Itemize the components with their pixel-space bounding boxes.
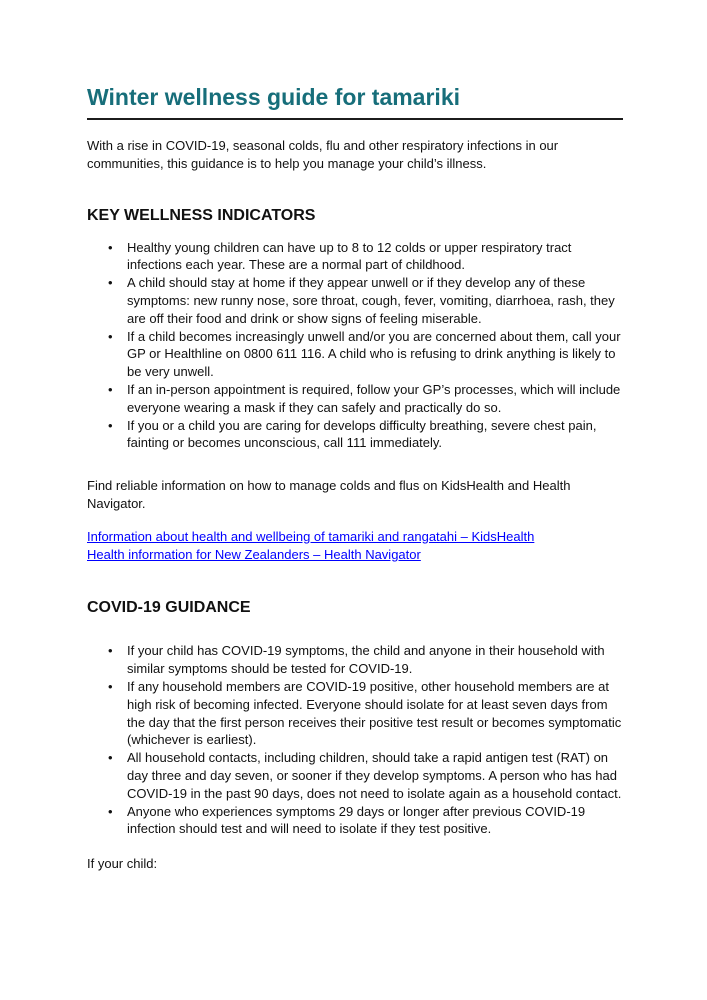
section-heading-key-wellness-indicators: KEY WELLNESS INDICATORS [87,206,316,224]
intro-paragraph: With a rise in COVID-19, seasonal colds, flu and other respiratory infections in our communities, this guidance is to help you manage your child’s illness. [87,138,559,171]
document-link[interactable]: Health information for New Zealanders – Health Navigator [87,546,421,562]
link-list [87,528,623,564]
bullet-item: • If any household members are COVID-19 positive, other household members are at high risk of becoming infected. Everyone should isolate for at least seven days from the day that the first person receives their positive test result or becomes symptomatic (whichever is earliest). [127,678,623,749]
covid-bullet-list [87,642,623,838]
document-link[interactable]: Information about health and wellbeing of tamariki and rangatahi – KidsHealth [87,528,535,544]
section-heading-covid-19-guidance: COVID-19 GUIDANCE [87,599,251,617]
find-info-paragraph: Find reliable information on how to manage colds and flus on KidsHealth and Health Navigator. [87,478,571,511]
bullet-item: • If an in-person appointment is required, follow your GP’s processes, which will include everyone wearing a mask if they can safely and practically do so. [127,381,623,417]
bullet-item: • Anyone who experiences symptoms 29 days or longer after previous COVID-19 infection should test and will need to isolate if they test positive. [127,803,623,839]
bullet-item: • Healthy young children can have up to 8 to 12 colds or upper respiratory tract infections each year. These are a normal part of childhood. [127,239,623,275]
closing-line: If your child: [87,856,158,872]
bullet-item: • All household contacts, including children, should take a rapid antigen test (RAT) on day three and day seven, or sooner if they develop symptoms. A person who has had COVID-19 in the past 90 days, does not need to isolate again as a household contact. [127,749,623,802]
bullet-item: • If a child becomes increasingly unwell and/or you are concerned about them, call your GP or Healthline on 0800 611 116. A child who is refusing to drink anything is likely to be very unwell. [127,328,623,381]
bullet-item: • If your child has COVID-19 symptoms, the child and anyone in their household with similar symptoms should be tested for COVID-19. [127,642,623,678]
bullet-item: • A child should stay at home if they appear unwell or if they develop any of these symptoms: new runny nose, sore throat, cough, fever, vomiting, diarrhoea, rash, they are off their food and drink or show signs of feeling miserable. [127,274,623,327]
key-wellness-bullet-list [87,239,623,453]
bullet-item: • If you or a child you are caring for develops difficulty breathing, severe chest pain, fainting or becomes unconscious, call 111 immediately. [127,417,623,453]
page-title: Winter wellness guide for tamariki [87,83,623,120]
